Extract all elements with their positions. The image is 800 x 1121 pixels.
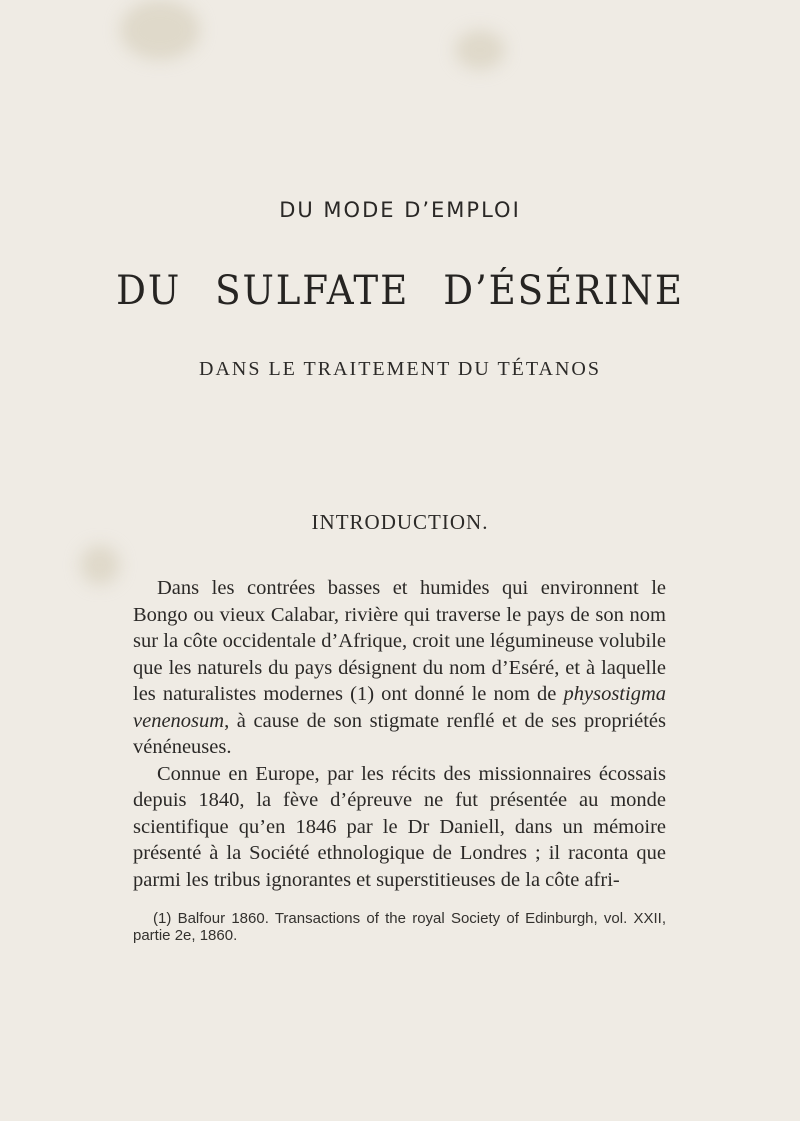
paragraph	[133, 575, 666, 761]
paper-stain	[455, 30, 505, 70]
text-run: Dans les contrées basses et humides qui environnent le Bongo ou vieux Calabar, rivière qui traverse le pays de son nom sur la côte occidentale d’Afrique, croit une légumineuse volubile que les naturels du pays désignent du nom d’Eséré, et à laquelle les naturalistes modernes (1) ont donné le nom de	[133, 577, 666, 705]
kicker-title: DU MODE D’EMPLOI	[279, 198, 521, 222]
subtitle: DANS LE TRAITEMENT DU TÉTANOS	[199, 358, 601, 380]
paper-stain	[120, 0, 200, 60]
body-text	[133, 575, 666, 893]
footnote-text: (1) Balfour 1860. Transactions of the royal Society of Edinburgh, vol. XXII, partie 2e, 1860.	[133, 910, 666, 944]
paper-stain	[80, 545, 120, 585]
text-run: , à cause de son stigmate renflé et de ses propriétés vénéneuses.	[133, 709, 666, 758]
paragraph: Connue en Europe, par les récits des missionnaires écossais depuis 1840, la fève d’épreuve ne fut présentée au monde scientifique qu’en 1846 par le Dr Daniell, dans un mémoire présenté à la Société ethnologique de Londres ; il raconta que parmi les tribus ignorantes et superstitieuses de la côte afri-	[133, 762, 666, 891]
section-heading: INTRODUCTION.	[311, 510, 489, 534]
main-title: DU SULFATE D’ÉSÉRINE	[116, 268, 684, 314]
species-name: physostigma venenosum	[133, 683, 666, 732]
footnote	[133, 910, 666, 944]
